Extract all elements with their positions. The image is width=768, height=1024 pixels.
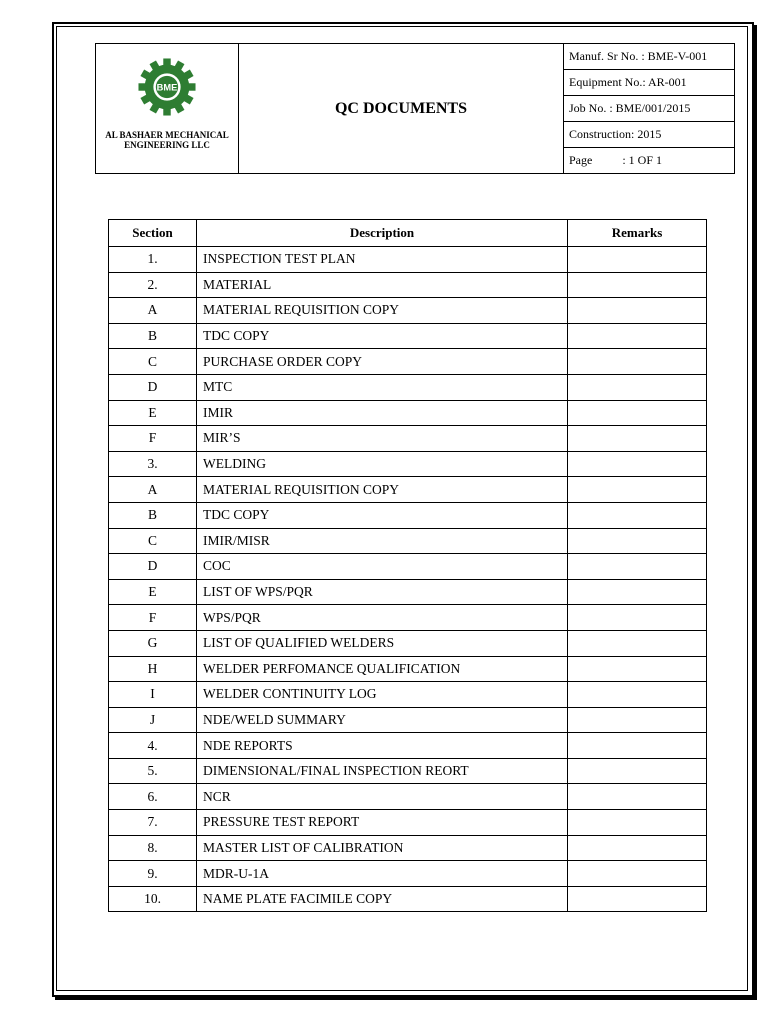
section-cell: D xyxy=(109,554,197,580)
description-cell: WELDING xyxy=(197,451,568,477)
section-cell: H xyxy=(109,656,197,682)
company-logo-gear-icon xyxy=(136,56,198,118)
section-cell: 2. xyxy=(109,272,197,298)
section-cell: C xyxy=(109,349,197,375)
section-cell: 6. xyxy=(109,784,197,810)
logo-text: BME xyxy=(156,82,178,93)
section-cell: 10. xyxy=(109,886,197,912)
table-row xyxy=(109,784,707,810)
section-cell: E xyxy=(109,579,197,605)
page-number: Page : 1 OF 1 xyxy=(569,153,662,167)
section-cell: F xyxy=(109,605,197,631)
table-row xyxy=(109,835,707,861)
table-row xyxy=(109,451,707,477)
description-cell: NDE/WELD SUMMARY xyxy=(197,707,568,733)
remarks-cell xyxy=(568,810,707,836)
description-cell: TDC COPY xyxy=(197,323,568,349)
section-cell: F xyxy=(109,426,197,452)
description-cell: MTC xyxy=(197,374,568,400)
table-row xyxy=(109,656,707,682)
description-cell: COC xyxy=(197,554,568,580)
section-cell: A xyxy=(109,477,197,503)
description-cell: WPS/PQR xyxy=(197,605,568,631)
description-cell: INSPECTION TEST PLAN xyxy=(197,247,568,273)
table-row xyxy=(109,247,707,273)
column-header-section: Section xyxy=(109,220,197,247)
description-cell: MDR-U-1A xyxy=(197,861,568,887)
description-cell: NAME PLATE FACIMILE COPY xyxy=(197,886,568,912)
logo-cell xyxy=(96,44,239,173)
remarks-cell xyxy=(568,886,707,912)
section-cell: 4. xyxy=(109,733,197,759)
section-cell: 7. xyxy=(109,810,197,836)
column-header-remarks: Remarks xyxy=(568,220,707,247)
description-cell: MASTER LIST OF CALIBRATION xyxy=(197,835,568,861)
remarks-cell xyxy=(568,374,707,400)
description-cell: MIR’S xyxy=(197,426,568,452)
qc-documents-table xyxy=(108,219,707,912)
table-header-row xyxy=(109,220,707,247)
table-row xyxy=(109,579,707,605)
description-cell: MATERIAL xyxy=(197,272,568,298)
document-header xyxy=(95,43,735,174)
column-header-description: Description xyxy=(197,220,568,247)
remarks-cell xyxy=(568,605,707,631)
remarks-cell xyxy=(568,323,707,349)
section-cell: A xyxy=(109,298,197,324)
description-cell: PURCHASE ORDER COPY xyxy=(197,349,568,375)
description-cell: WELDER PERFOMANCE QUALIFICATION xyxy=(197,656,568,682)
section-cell: 3. xyxy=(109,451,197,477)
equipment-no: Equipment No.: AR-001 xyxy=(564,70,734,96)
table-row xyxy=(109,810,707,836)
remarks-cell xyxy=(568,349,707,375)
remarks-cell xyxy=(568,682,707,708)
remarks-cell xyxy=(568,272,707,298)
section-cell: B xyxy=(109,502,197,528)
section-cell: B xyxy=(109,323,197,349)
description-cell: NCR xyxy=(197,784,568,810)
section-cell: J xyxy=(109,707,197,733)
section-cell: G xyxy=(109,630,197,656)
table-row xyxy=(109,861,707,887)
section-cell: I xyxy=(109,682,197,708)
table-row xyxy=(109,605,707,631)
manuf-sr-no: Manuf. Sr No. : BME-V-001 xyxy=(564,44,734,70)
table-body xyxy=(109,247,707,912)
section-cell: 9. xyxy=(109,861,197,887)
job-no: Job No. : BME/001/2015 xyxy=(564,96,734,122)
description-cell: PRESSURE TEST REPORT xyxy=(197,810,568,836)
description-cell: NDE REPORTS xyxy=(197,733,568,759)
description-cell: TDC COPY xyxy=(197,502,568,528)
section-cell: C xyxy=(109,528,197,554)
section-cell: E xyxy=(109,400,197,426)
section-cell: 1. xyxy=(109,247,197,273)
section-cell: 8. xyxy=(109,835,197,861)
document-info-block xyxy=(564,44,734,173)
table-row xyxy=(109,630,707,656)
section-cell: D xyxy=(109,374,197,400)
table-row xyxy=(109,502,707,528)
remarks-cell xyxy=(568,528,707,554)
remarks-cell xyxy=(568,630,707,656)
remarks-cell xyxy=(568,426,707,452)
remarks-cell xyxy=(568,784,707,810)
remarks-cell xyxy=(568,656,707,682)
description-cell: MATERIAL REQUISITION COPY xyxy=(197,477,568,503)
table-row xyxy=(109,528,707,554)
description-cell: WELDER CONTINUITY LOG xyxy=(197,682,568,708)
table-row xyxy=(109,298,707,324)
remarks-cell xyxy=(568,835,707,861)
table-row xyxy=(109,758,707,784)
table-row xyxy=(109,323,707,349)
description-cell: IMIR/MISR xyxy=(197,528,568,554)
table-row xyxy=(109,733,707,759)
table-row xyxy=(109,400,707,426)
table-row xyxy=(109,426,707,452)
remarks-cell xyxy=(568,400,707,426)
remarks-cell xyxy=(568,707,707,733)
table-row xyxy=(109,554,707,580)
remarks-cell xyxy=(568,554,707,580)
table-row xyxy=(109,682,707,708)
remarks-cell xyxy=(568,298,707,324)
table-row xyxy=(109,707,707,733)
company-name: AL BASHAER MECHANICAL ENGINEERING LLC xyxy=(105,130,229,150)
remarks-cell xyxy=(568,451,707,477)
table-row xyxy=(109,886,707,912)
description-cell: LIST OF WPS/PQR xyxy=(197,579,568,605)
remarks-cell xyxy=(568,758,707,784)
table-row xyxy=(109,477,707,503)
description-cell: LIST OF QUALIFIED WELDERS xyxy=(197,630,568,656)
table-row xyxy=(109,349,707,375)
table-row xyxy=(109,374,707,400)
remarks-cell xyxy=(568,579,707,605)
section-cell: 5. xyxy=(109,758,197,784)
remarks-cell xyxy=(568,733,707,759)
remarks-cell xyxy=(568,477,707,503)
remarks-cell xyxy=(568,247,707,273)
table-row xyxy=(109,272,707,298)
construction-year: Construction: 2015 xyxy=(564,122,734,148)
description-cell: IMIR xyxy=(197,400,568,426)
document-title: QC DOCUMENTS xyxy=(239,44,564,173)
description-cell: MATERIAL REQUISITION COPY xyxy=(197,298,568,324)
remarks-cell xyxy=(568,861,707,887)
remarks-cell xyxy=(568,502,707,528)
description-cell: DIMENSIONAL/FINAL INSPECTION REORT xyxy=(197,758,568,784)
